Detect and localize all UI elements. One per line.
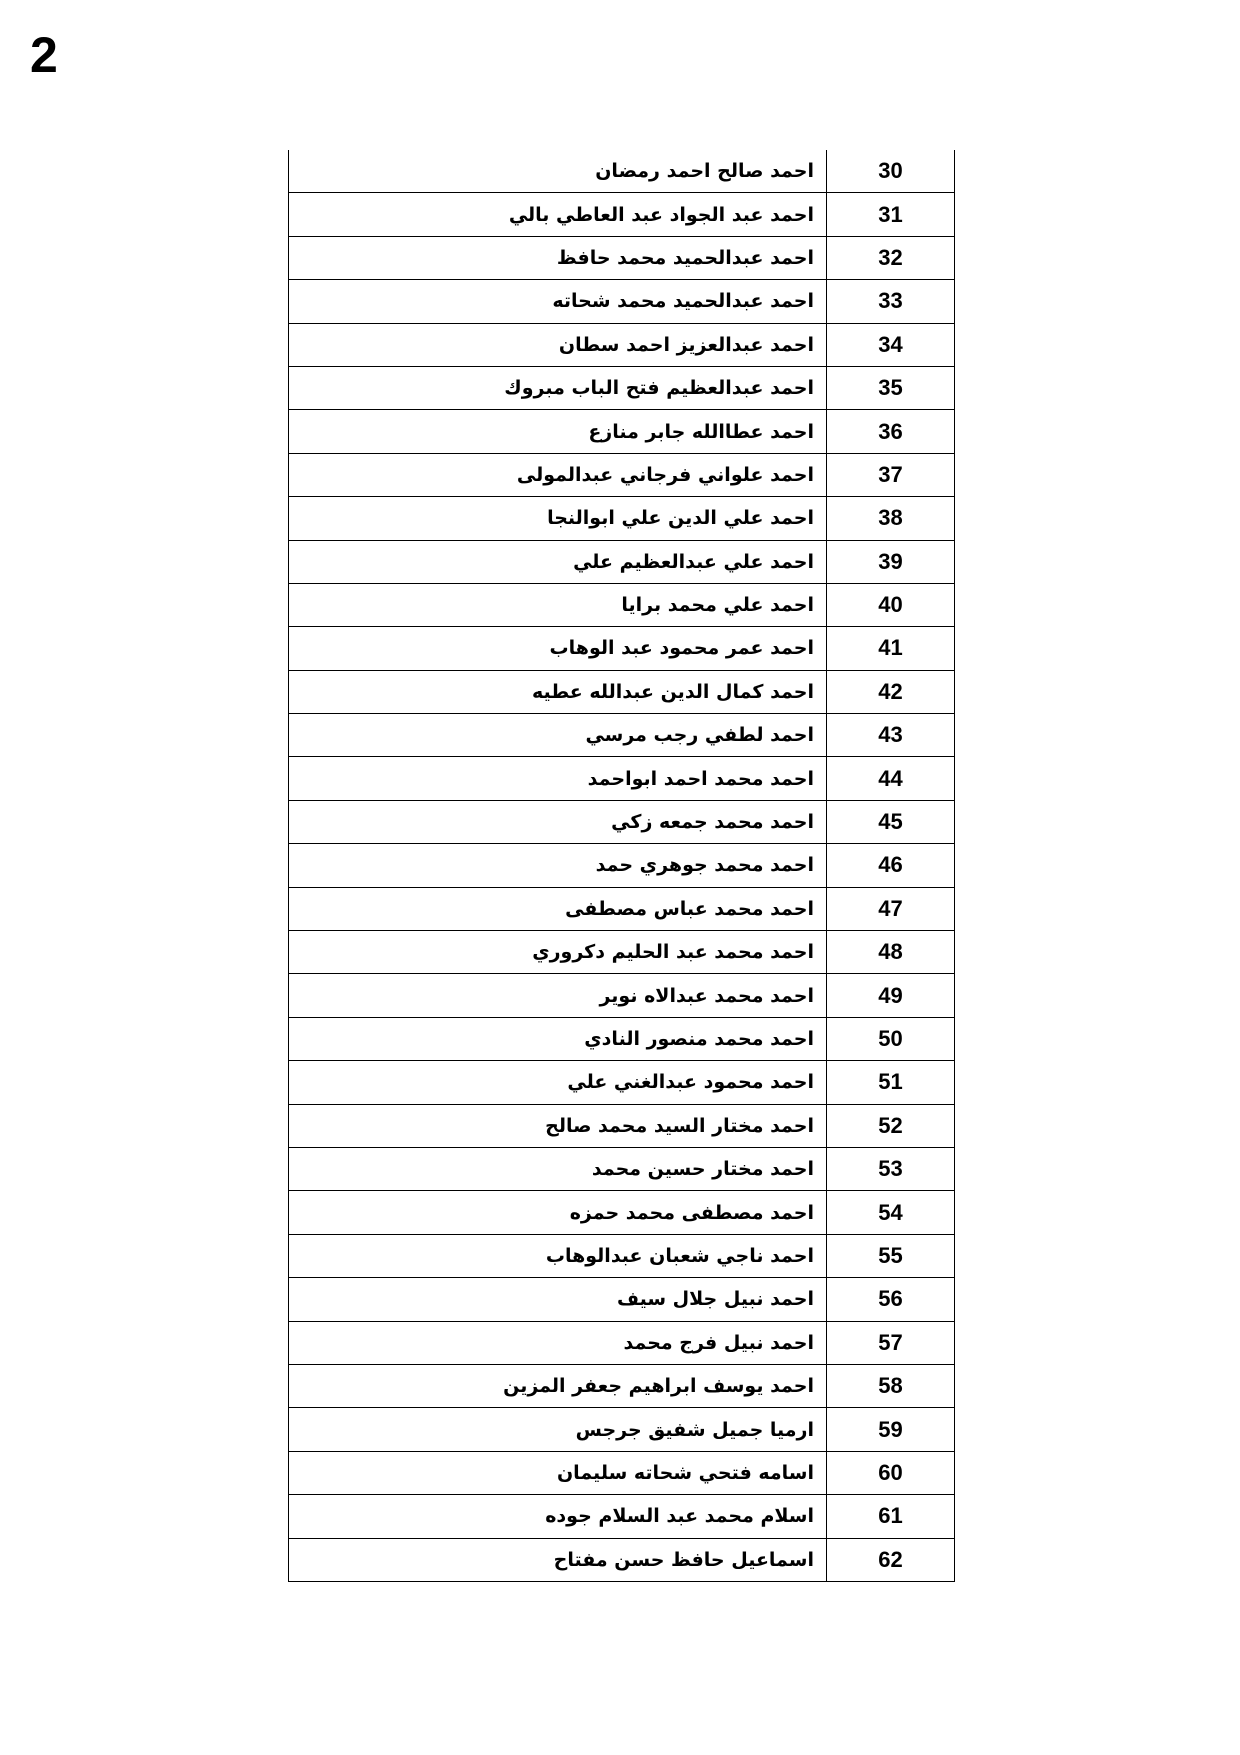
name-cell: احمد محمد عبدالاه نوير — [289, 974, 827, 1017]
table-row — [289, 1017, 955, 1060]
name-cell: احمد نبيل فرج محمد — [289, 1321, 827, 1364]
table-row — [289, 410, 955, 453]
table-row — [289, 150, 955, 193]
number-cell: 57 — [827, 1321, 955, 1364]
name-cell: احمد كمال الدين عبدالله عطيه — [289, 670, 827, 713]
table-row — [289, 1234, 955, 1277]
names-table — [288, 150, 955, 1582]
page-number: 2 — [30, 27, 58, 83]
table-row — [289, 800, 955, 843]
table-row — [289, 844, 955, 887]
table-row — [289, 1495, 955, 1538]
table-row — [289, 1408, 955, 1451]
number-cell: 38 — [827, 497, 955, 540]
names-table-body — [289, 150, 955, 1581]
number-cell: 52 — [827, 1104, 955, 1147]
number-cell: 61 — [827, 1495, 955, 1538]
name-cell: احمد عبدالعظيم فتح الباب مبروك — [289, 366, 827, 409]
table-row — [289, 1321, 955, 1364]
name-cell: اسامه فتحي شحاته سليمان — [289, 1451, 827, 1494]
number-cell: 50 — [827, 1017, 955, 1060]
name-cell: ارميا جميل شفيق جرجس — [289, 1408, 827, 1451]
table-row — [289, 714, 955, 757]
number-cell: 56 — [827, 1278, 955, 1321]
table-row — [289, 366, 955, 409]
number-cell: 49 — [827, 974, 955, 1017]
name-cell: احمد علي محمد برايا — [289, 583, 827, 626]
name-cell: احمد محمد جمعه زكي — [289, 800, 827, 843]
name-cell: احمد يوسف ابراهيم جعفر المزين — [289, 1364, 827, 1407]
name-cell: احمد علي الدين علي ابوالنجا — [289, 497, 827, 540]
name-cell: احمد محمد عباس مصطفى — [289, 887, 827, 930]
table-row — [289, 1104, 955, 1147]
name-cell: احمد علي عبدالعظيم علي — [289, 540, 827, 583]
table-row — [289, 1364, 955, 1407]
number-cell: 37 — [827, 453, 955, 496]
number-cell: 43 — [827, 714, 955, 757]
table-row — [289, 627, 955, 670]
name-cell: احمد نبيل جلال سيف — [289, 1278, 827, 1321]
number-cell: 39 — [827, 540, 955, 583]
number-cell: 58 — [827, 1364, 955, 1407]
name-cell: احمد عبدالحميد محمد حافظ — [289, 236, 827, 279]
table-row — [289, 323, 955, 366]
table-row — [289, 540, 955, 583]
name-cell: اسماعيل حافظ حسن مفتاح — [289, 1538, 827, 1581]
number-cell: 55 — [827, 1234, 955, 1277]
number-cell: 34 — [827, 323, 955, 366]
name-cell: احمد عطاالله جابر منازع — [289, 410, 827, 453]
name-cell: احمد لطفي رجب مرسي — [289, 714, 827, 757]
number-cell: 62 — [827, 1538, 955, 1581]
number-cell: 45 — [827, 800, 955, 843]
number-cell: 51 — [827, 1061, 955, 1104]
number-cell: 41 — [827, 627, 955, 670]
table-row — [289, 453, 955, 496]
name-cell: احمد محمد عبد الحليم دكروري — [289, 931, 827, 974]
name-cell: احمد محمد احمد ابواحمد — [289, 757, 827, 800]
name-cell: احمد عبدالعزيز احمد سطان — [289, 323, 827, 366]
table-row — [289, 974, 955, 1017]
number-cell: 36 — [827, 410, 955, 453]
name-cell: احمد مصطفى محمد حمزه — [289, 1191, 827, 1234]
name-cell: احمد محمود عبدالغني علي — [289, 1061, 827, 1104]
number-cell: 42 — [827, 670, 955, 713]
table-row — [289, 583, 955, 626]
table-row — [289, 497, 955, 540]
number-cell: 32 — [827, 236, 955, 279]
number-cell: 30 — [827, 150, 955, 193]
table-row — [289, 1278, 955, 1321]
number-cell: 35 — [827, 366, 955, 409]
number-cell: 40 — [827, 583, 955, 626]
table-row — [289, 931, 955, 974]
number-cell: 31 — [827, 193, 955, 236]
table-row — [289, 1538, 955, 1581]
number-cell: 54 — [827, 1191, 955, 1234]
name-cell: احمد محمد منصور النادي — [289, 1017, 827, 1060]
number-cell: 47 — [827, 887, 955, 930]
table-row — [289, 280, 955, 323]
number-cell: 33 — [827, 280, 955, 323]
table-row — [289, 887, 955, 930]
name-cell: احمد مختار السيد محمد صالح — [289, 1104, 827, 1147]
table-row — [289, 236, 955, 279]
table-row — [289, 193, 955, 236]
name-cell: احمد صالح احمد رمضان — [289, 150, 827, 193]
table-row — [289, 757, 955, 800]
name-cell: اسلام محمد عبد السلام جوده — [289, 1495, 827, 1538]
table-row — [289, 1451, 955, 1494]
name-cell: احمد محمد جوهري حمد — [289, 844, 827, 887]
name-cell: احمد مختار حسين محمد — [289, 1147, 827, 1190]
table-row — [289, 1061, 955, 1104]
table-row — [289, 1191, 955, 1234]
number-cell: 53 — [827, 1147, 955, 1190]
name-cell: احمد ناجي شعبان عبدالوهاب — [289, 1234, 827, 1277]
name-cell: احمد عبدالحميد محمد شحاته — [289, 280, 827, 323]
table-row — [289, 670, 955, 713]
name-cell: احمد عمر محمود عبد الوهاب — [289, 627, 827, 670]
table-row — [289, 1147, 955, 1190]
number-cell: 59 — [827, 1408, 955, 1451]
number-cell: 44 — [827, 757, 955, 800]
number-cell: 60 — [827, 1451, 955, 1494]
number-cell: 48 — [827, 931, 955, 974]
name-cell: احمد عبد الجواد عبد العاطي بالي — [289, 193, 827, 236]
name-cell: احمد علواني فرجاني عبدالمولى — [289, 453, 827, 496]
number-cell: 46 — [827, 844, 955, 887]
